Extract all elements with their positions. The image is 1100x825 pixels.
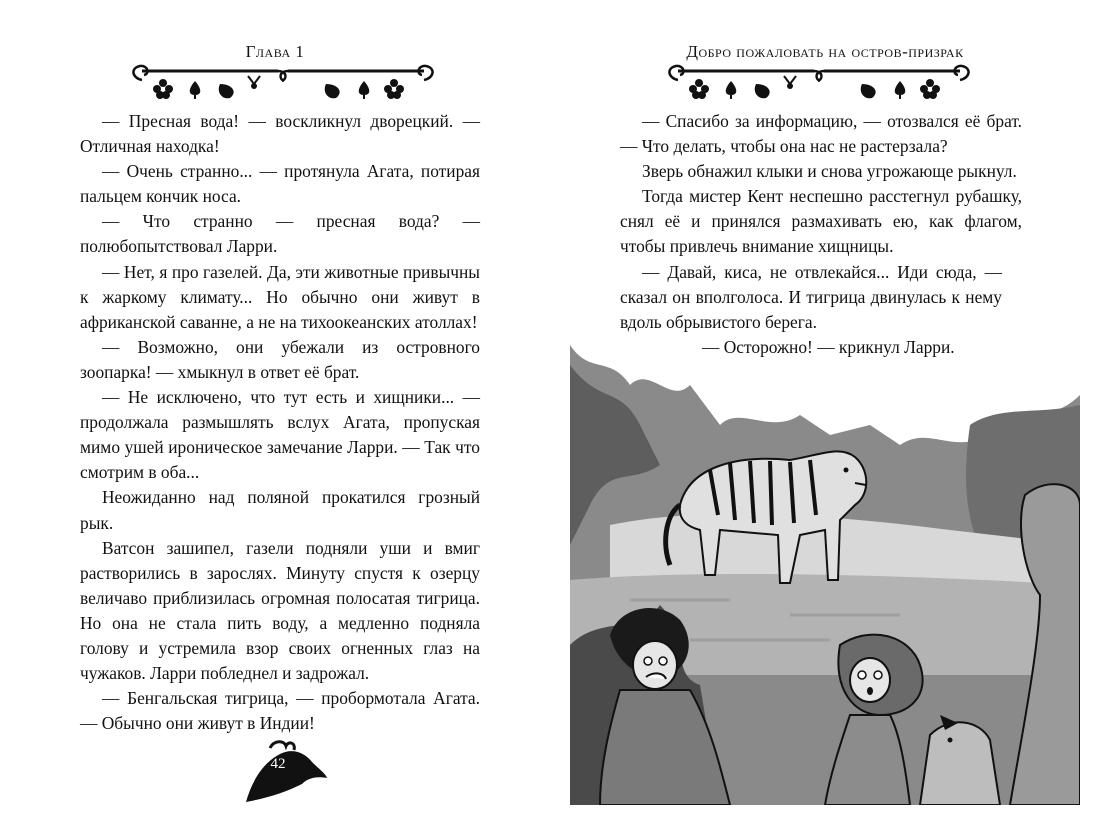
flower-icon <box>248 76 260 89</box>
paragraph: — Очень странно... — протянула Агата, потирая пальцем кончик носа. <box>80 161 480 207</box>
paragraph: — Пресная вода! — воскликнул дворецкий. — Отличная находка! <box>80 111 480 157</box>
leaf-icon <box>861 84 876 98</box>
spade-icon <box>726 81 737 99</box>
right-page-text <box>620 109 1022 360</box>
paragraph: — Нет, я про газелей. Да, эти животные привычны к жаркому климату... Но обычно они живут в африканской саванне, а не на тихоокеанских атоллах! <box>80 261 480 332</box>
clover-icon <box>920 79 940 99</box>
header-ornament <box>128 62 438 104</box>
paragraph: — Осторожно! — крикнул Ларри. <box>702 336 955 357</box>
paragraph: — Что странно — пресная вода? — полюбопытствовал Ларри. <box>80 211 480 257</box>
tiger-jungle-illustration <box>570 345 1080 805</box>
paragraph: Зверь обнажил клыки и снова угрожающе рыкнул. <box>642 161 1017 182</box>
paragraph: — Давай, киса, не отвлекайся... Иди сюда, — сказал он вполголоса. И тигрица двинулась к нему вдоль обрывистого берега. <box>620 261 1002 332</box>
paragraph: — Не исключено, что тут есть и хищники... — продолжала размышлять вслух Агата, пропуская мимо ушей ироническое замечание Ларри. — Так что смотрим в оба... <box>80 387 480 483</box>
header-ornament <box>664 62 974 104</box>
spade-icon <box>190 81 201 99</box>
chapter-header: Глава 1 <box>245 42 305 61</box>
paragraph: — Бенгальская тигрица, — пробормотала Агата. — Обычно они живут в Индии! <box>80 688 480 734</box>
paragraph: — Возможно, они убежали из островного зоопарка! — хмыкнул в ответ её брат. <box>80 336 480 382</box>
clover-icon <box>384 79 404 99</box>
paragraph: Тогда мистер Кент неспешно расстегнул рубашку, снял её и принялся размахивать ею, как флагом, чтобы привлечь внимание хищницы. <box>620 186 1022 257</box>
right-page <box>550 0 1100 825</box>
page-number: 42 <box>270 756 286 772</box>
paragraph: Неожиданно над поляной прокатился грозный рык. <box>80 487 480 533</box>
page-number-badge <box>246 740 328 810</box>
spade-icon <box>895 81 906 99</box>
left-page-text <box>80 109 480 736</box>
deerstalker-hat-icon <box>246 740 328 806</box>
leaf-icon <box>325 84 340 98</box>
clover-icon <box>153 79 173 99</box>
paragraph: Ватсон зашипел, газели подняли уши и вмиг растворились в зарослях. Минуту спустя к озерцу величаво приблизилась огромная полосатая тигрица. Но она не стала пить воду, а медленно подняла голову и устремила взор своих огненных глаз на чужаков. Ларри побледнел и задрожал. <box>80 537 480 684</box>
book-title-header: Добро пожаловать на остров-призрак <box>686 42 964 61</box>
paragraph: — Спасибо за информацию, — отозвался её брат. — Что делать, чтобы она нас не растерзала? <box>620 111 1022 157</box>
leaf-icon <box>755 84 770 98</box>
flower-icon <box>784 76 796 89</box>
leaf-icon <box>219 84 234 98</box>
clover-icon <box>689 79 709 99</box>
spade-icon <box>359 81 370 99</box>
